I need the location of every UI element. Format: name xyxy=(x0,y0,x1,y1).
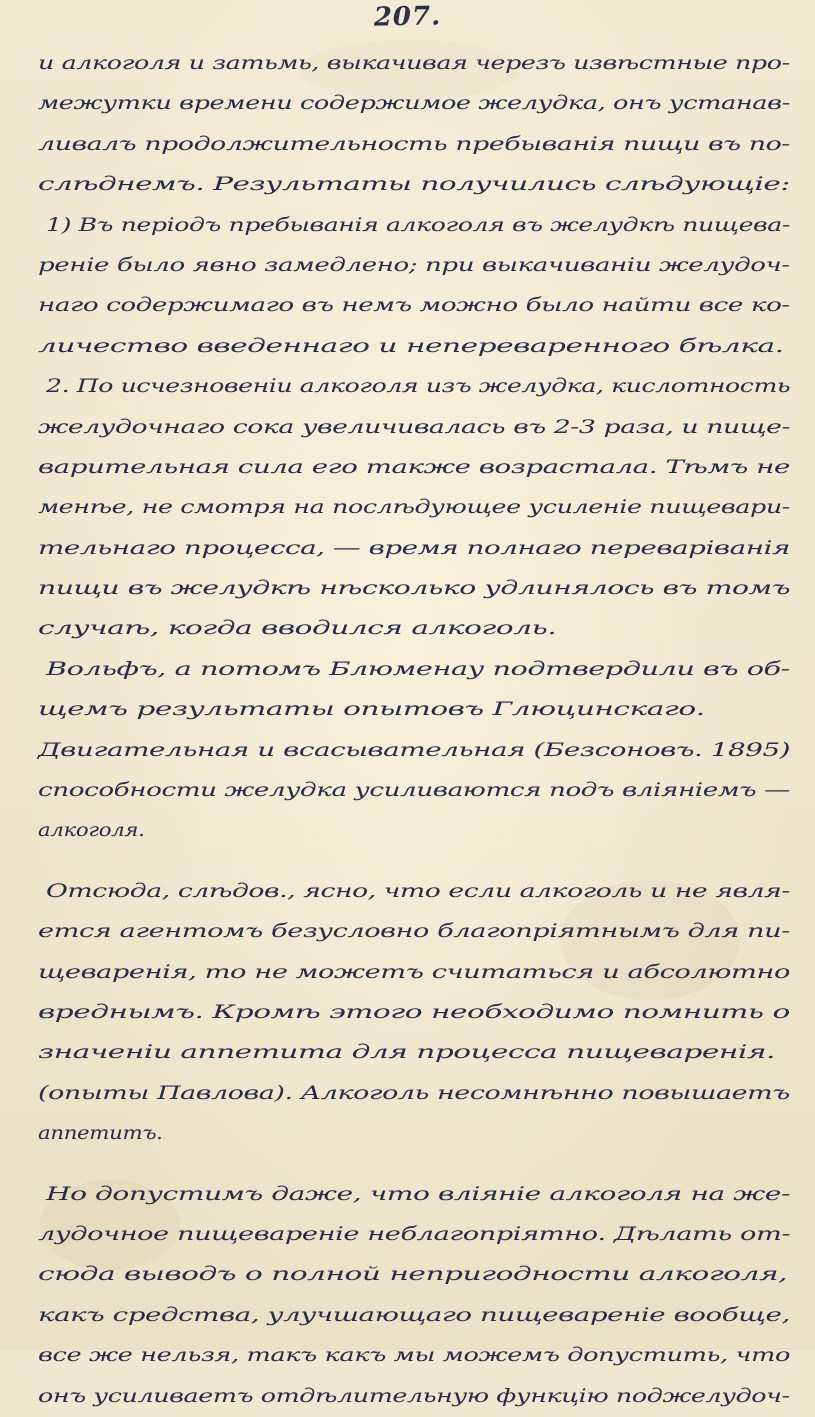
text-line-content: тельнаго процесса, — время полнаго переваріванія xyxy=(38,537,790,559)
paragraph-gap xyxy=(38,1155,798,1175)
text-line xyxy=(38,771,798,811)
text-line-content: лудочное пищевареніе неблагопріятно. Дѣлать от- xyxy=(38,1223,791,1245)
text-line xyxy=(38,44,798,84)
text-line-content: случаѣ, когда вводился алкоголь. xyxy=(38,618,557,640)
text-line-content: алкоголя. xyxy=(38,820,145,842)
text-line xyxy=(38,1336,798,1376)
text-line xyxy=(38,690,798,730)
text-line-content: личество введеннаго и непереваренного бѣлка. xyxy=(38,335,784,357)
text-line xyxy=(38,246,798,286)
text-line xyxy=(38,811,798,851)
text-line-content: Вольфъ, а потомъ Блюменау подтвердили въ об- xyxy=(46,658,790,680)
text-line xyxy=(38,1033,798,1073)
text-line xyxy=(38,650,798,690)
text-line-content: щемъ результаты опытовъ Глюцинскаго. xyxy=(38,699,705,721)
text-line-content: щеваренія, то не можетъ считаться и абсолютно xyxy=(38,961,790,983)
text-line-content: менѣе, не смотря на послѣдующее усиленіе пищевари- xyxy=(38,497,790,519)
paragraph-gap xyxy=(38,852,798,872)
text-line-content: реніе было явно замедлено; при выкачиваніи желудоч- xyxy=(38,254,790,276)
text-line xyxy=(38,912,798,952)
text-line-content: Отсюда, слѣдов., ясно, что если алкоголь и не явля- xyxy=(46,880,790,902)
text-line-content: 1) Въ періодъ пребыванія алкоголя въ желудкѣ пищева- xyxy=(46,214,790,236)
text-line xyxy=(38,1255,798,1295)
text-line-content: пищи въ желудкѣ нѣсколько удлинялось въ томъ xyxy=(38,578,791,600)
text-line xyxy=(38,206,798,246)
text-line-content: все же нельзя, такъ какъ мы можемъ допустить, что xyxy=(38,1345,790,1367)
text-line xyxy=(38,1377,798,1417)
text-line-content: значеніи аппетита для процесса пищеваренія. xyxy=(38,1042,775,1064)
text-line-content: желудочнаго сока увеличивалась въ 2-3 раза, и пище- xyxy=(38,416,791,438)
text-line-content: какъ средства, улучшающаго пищевареніе вообще, xyxy=(38,1304,790,1326)
text-line xyxy=(38,1114,798,1154)
text-line xyxy=(38,569,798,609)
text-line-content: слѣднемъ. Результаты получились слѣдующіе: xyxy=(38,174,790,196)
text-line xyxy=(38,286,798,326)
text-line-content: наго содержимаго въ немъ можно было найти все ко- xyxy=(38,295,790,317)
text-line-content: Но допустимъ даже, что вліяніе алкоголя на же- xyxy=(46,1183,791,1205)
text-line xyxy=(38,1175,798,1215)
text-line-content: онъ усиливаетъ отдѣлительную функцію поджелудоч- xyxy=(38,1385,790,1407)
text-line-content: ливалъ продолжительность пребыванія пищи въ по- xyxy=(38,133,790,155)
text-line xyxy=(38,1215,798,1255)
text-line-content: (опыты Павлова). Алкоголь несомнѣнно повышаетъ xyxy=(38,1082,790,1104)
handwritten-text-block xyxy=(38,44,798,1417)
text-line xyxy=(38,448,798,488)
text-line xyxy=(38,993,798,1033)
text-line xyxy=(38,408,798,448)
text-line-content: варительная сила его также возрастала. Тѣмъ не xyxy=(38,456,790,478)
text-line-content: способности желудка усиливаются подъ вліяніемъ — xyxy=(38,780,790,802)
text-line-content: аппетитъ. xyxy=(38,1123,163,1145)
text-line xyxy=(38,327,798,367)
text-line xyxy=(38,872,798,912)
text-line-content: 2. По исчезновеніи алкоголя изъ желудка, кислотность xyxy=(46,376,791,398)
text-line xyxy=(38,609,798,649)
text-line xyxy=(38,731,798,771)
text-line xyxy=(38,367,798,407)
text-line xyxy=(38,125,798,165)
text-line-content: вреднымъ. Кромѣ этого необходимо помнить о xyxy=(38,1001,790,1023)
text-line-content: сюда выводъ о полной непригодности алкоголя, xyxy=(38,1264,788,1286)
text-line xyxy=(38,953,798,993)
text-line-content: ется агентомъ безусловно благопріятнымъ для пи- xyxy=(38,921,790,943)
text-line-content: межутки времени содержимое желудка, онъ устанав- xyxy=(38,93,790,115)
text-line xyxy=(38,488,798,528)
text-line xyxy=(38,165,798,205)
text-line-content: и алкоголя и затьмь, выкачивая черезъ извѣстные про- xyxy=(38,53,790,74)
text-line-content: Двигательная и всасывательная (Безсоновъ. 1895) xyxy=(38,739,791,761)
page-number: 207. xyxy=(373,1,442,33)
text-line xyxy=(38,84,798,124)
text-line xyxy=(38,1074,798,1114)
text-line xyxy=(38,529,798,569)
text-line xyxy=(38,1296,798,1336)
